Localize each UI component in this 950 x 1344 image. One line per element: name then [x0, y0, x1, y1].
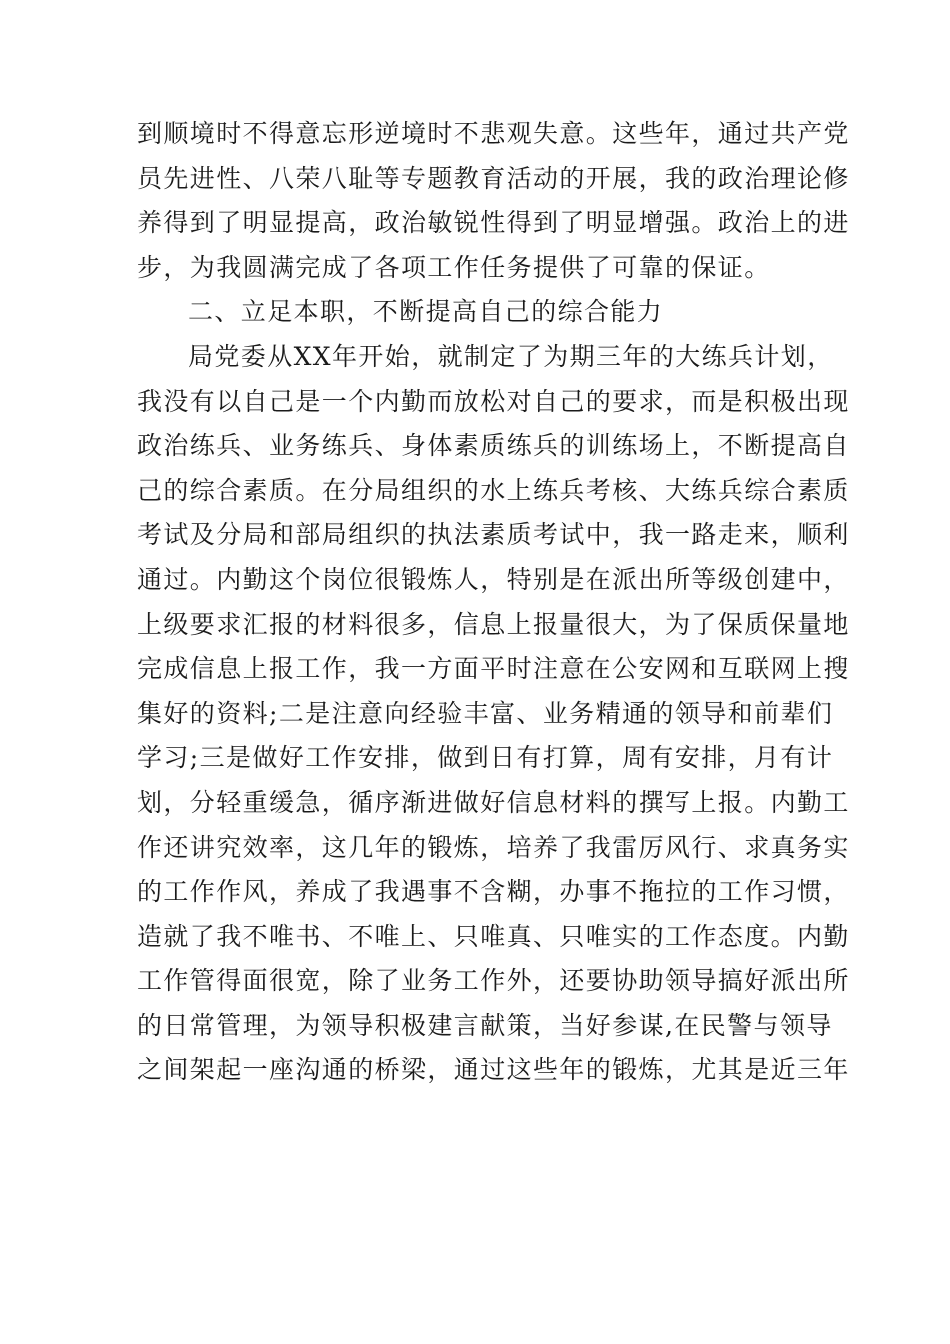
text-line: 造就了我不唯书、不唯上、只唯真、只唯实的工作态度。内勤 [137, 921, 850, 951]
document-body [137, 112, 850, 1093]
section-heading: 二、立足本职，不断提高自己的综合能力 [188, 297, 664, 327]
text-line: 考试及分局和部局组织的执法素质考试中，我一路走来，顺利 [137, 520, 850, 550]
text-line: 政治练兵、业务练兵、身体素质练兵的训练场上，不断提高自 [137, 431, 850, 461]
text-line: 养得到了明显提高，政治敏锐性得到了明显增强。政治上的进 [137, 208, 850, 238]
text-line: 我没有以自己是一个内勤而放松对自己的要求，而是积极出现 [137, 386, 850, 416]
text-line: 上级要求汇报的材料很多，信息上报量很大，为了保质保量地 [137, 609, 850, 639]
text-line: 步，为我圆满完成了各项工作任务提供了可靠的保证。 [137, 252, 771, 282]
text-line: 学习;三是做好工作安排，做到日有打算，周有安排，月有计 [137, 743, 834, 773]
text-line: 的日常管理，为领导积极建言献策，当好参谋,在民警与领导 [137, 1010, 833, 1040]
text-line: 完成信息上报工作，我一方面平时注意在公安网和互联网上搜 [137, 654, 850, 684]
text-line: 作还讲究效率，这几年的锻炼，培养了我雷厉风行、求真务实 [137, 832, 850, 862]
text-line: 划，分轻重缓急，循序渐进做好信息材料的撰写上报。内勤工 [137, 787, 850, 817]
text-line: 员先进性、八荣八耻等专题教育活动的开展，我的政治理论修 [137, 163, 850, 193]
text-line: 的工作作风，养成了我遇事不含糊，办事不拖拉的工作习惯， [137, 877, 850, 907]
text-line: 己的综合素质。在分局组织的水上练兵考核、大练兵综合素质 [137, 475, 850, 505]
text-line: 工作管得面很宽，除了业务工作外，还要协助领导搞好派出所 [137, 966, 850, 996]
text-line: 通过。内勤这个岗位很锻炼人，特别是在派出所等级创建中， [137, 564, 850, 594]
paragraph-first-line: 局党委从XX年开始，就制定了为期三年的大练兵计划， [188, 341, 834, 371]
text-line: 之间架起一座沟通的桥梁，通过这些年的锻炼，尤其是近三年 [137, 1055, 850, 1085]
text-line: 到顺境时不得意忘形逆境时不悲观失意。这些年，通过共产党 [137, 119, 850, 148]
text-line: 集好的资料;二是注意向经验丰富、业务精通的领导和前辈们 [137, 698, 834, 728]
